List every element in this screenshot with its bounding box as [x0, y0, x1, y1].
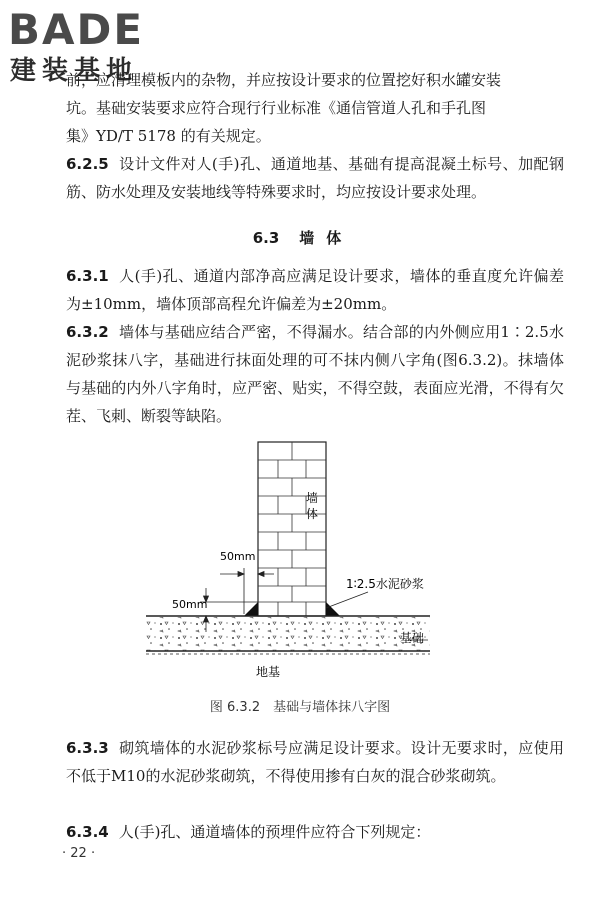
clause-text: 墙体与基础应结合严密，不得漏水。结合部的内外侧应用1∶2.5水泥砂浆抹八字，基础进行抹面处理的可不抹内侧八字角(图6.3.2)。抹墙体与基础的内外八字角时，应严密、贴实，不得空鼓，表面应光滑，不得有欠茬、飞刺、断裂等缺陷。: [66, 323, 564, 425]
brick-wall: [258, 442, 326, 616]
subgrade-label: 地基: [256, 665, 281, 679]
clause-number: 6.2.5: [66, 155, 109, 173]
dimension-top-label: 50mm: [220, 550, 256, 563]
clause-number: 6.3.2: [66, 323, 109, 341]
clause-6-3-1: [66, 262, 564, 318]
figure-caption: 图 6.3.2 基础与墙体抹八字图: [209, 700, 391, 715]
clause-number: 6.3.3: [66, 739, 109, 757]
clause-6-3-4: [66, 818, 564, 846]
clause-6-3-2: [66, 318, 564, 430]
foundation-label: 基础: [400, 631, 425, 645]
wall-label-1: 墙: [306, 491, 319, 505]
wall-foundation-diagram: [140, 438, 450, 698]
fragment-line-3: [66, 122, 564, 150]
right-mortar-fillet: [326, 602, 340, 616]
section-heading: [0, 226, 600, 250]
section-title-char-1: 墙: [299, 229, 315, 247]
section-number: 6.3: [252, 229, 280, 247]
fragment-line-1-text: 前，应清理模板内的杂物，并应按设计要求的位置挖好积水罐安装: [66, 71, 502, 89]
section-title-char-2: 体: [326, 229, 342, 247]
concrete-foundation: [146, 616, 430, 654]
clause-number: 6.3.4: [66, 823, 109, 841]
mortar-leader: [326, 592, 368, 608]
fragment-line-3-text: 集》YD/T 5178 的有关规定。: [66, 127, 271, 145]
figure-6-3-2: [140, 438, 450, 698]
wall-label-2: 体: [306, 507, 319, 521]
logo-word: BADE: [8, 5, 145, 54]
page-number: · 22 ·: [62, 846, 96, 861]
clause-text: 人(手)孔、通道墙体的预埋件应符合下列规定：: [118, 823, 431, 841]
left-mortar-fillet: [244, 602, 258, 616]
logo-chinese: 建装基地: [10, 56, 139, 86]
fragment-line-1: [66, 66, 564, 94]
fragment-line-2: [66, 94, 564, 122]
clause-6-2-5: [66, 150, 564, 206]
clause-text: 人(手)孔、通道内部净高应满足设计要求，墙体的垂直度允许偏差为±10mm，墙体顶部高程允许偏差为±20mm。: [66, 267, 564, 313]
dimension-left-label: 50mm: [172, 598, 208, 611]
clause-text: 设计文件对人(手)孔、通道地基、基础有提高混凝土标号、加配钢筋、防水处理及安装地线等特殊要求时，均应按设计要求处理。: [66, 155, 564, 201]
clause-text: 砌筑墙体的水泥砂浆标号应满足设计要求。设计无要求时，应使用不低于M10的水泥砂浆砌筑，不得使用掺有白灰的混合砂浆砌筑。: [66, 739, 564, 785]
clause-6-3-3: [66, 734, 564, 790]
clause-number: 6.3.1: [66, 267, 109, 285]
mortar-label: 1∶2.5水泥砂浆: [346, 577, 424, 591]
fragment-line-2-text: 坑。基础安装要求应符合现行行业标准《通信管道人孔和手孔图: [66, 99, 487, 117]
